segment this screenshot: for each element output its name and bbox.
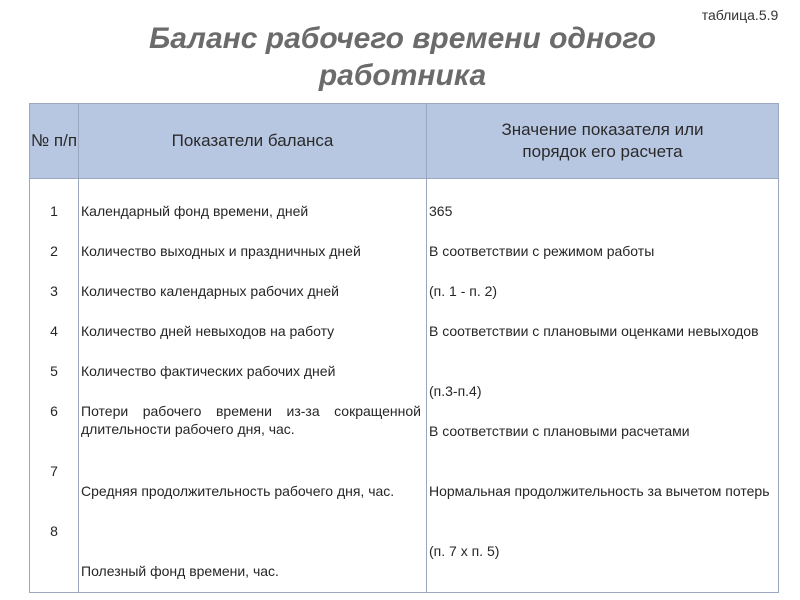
value-cell: В соответствии с плановыми расчетами [429, 423, 690, 439]
indicator-cell: Количество дней невыходов на работу [81, 323, 335, 339]
indicator-cell: Количество фактических рабочих дней [81, 363, 336, 379]
page-title: Баланс рабочего времени одного работника [149, 22, 656, 92]
value-cell: (п. 1 - п. 2) [429, 283, 498, 299]
value-cell: (п. 7 х п. 5) [429, 543, 500, 559]
header-indicator: Показатели баланса [171, 131, 334, 150]
header-num: № п/п [30, 131, 78, 150]
row-number: 6 [50, 403, 58, 419]
header-value: Значение показателя или порядок его расчета [501, 120, 704, 161]
indicator-cell: Количество выходных и праздничных дней [81, 243, 361, 259]
value-cell: В соответствии с режимом работы [429, 243, 655, 259]
row-number: 4 [50, 323, 58, 339]
row-number: 1 [50, 203, 58, 219]
value-cell: Нормальная продолжительность за вычетом потерь [429, 483, 770, 499]
indicator-cell: Количество календарных рабочих дней [81, 283, 339, 299]
value-cell: 365 [429, 203, 453, 219]
row-number: 7 [50, 463, 58, 479]
indicator-cell: Средняя продолжительность рабочего дня, час. [81, 483, 395, 499]
value-cell: (п.3-п.4) [429, 383, 482, 399]
row-number: 8 [50, 523, 58, 539]
table-label: таблица.5.9 [701, 7, 779, 23]
row-number: 3 [50, 283, 58, 299]
indicator-cell: Полезный фонд времени, час. [81, 563, 279, 579]
value-cell: В соответствии с плановыми оценками невыходов [429, 323, 759, 339]
balance-table [29, 103, 779, 593]
row-number: 2 [50, 243, 58, 259]
indicator-cell: Потери рабочего времени из-за сокращенной длительности рабочего дня, час. [81, 403, 421, 437]
row-number: 5 [50, 363, 58, 379]
indicator-cell: Календарный фонд времени, дней [81, 203, 309, 219]
